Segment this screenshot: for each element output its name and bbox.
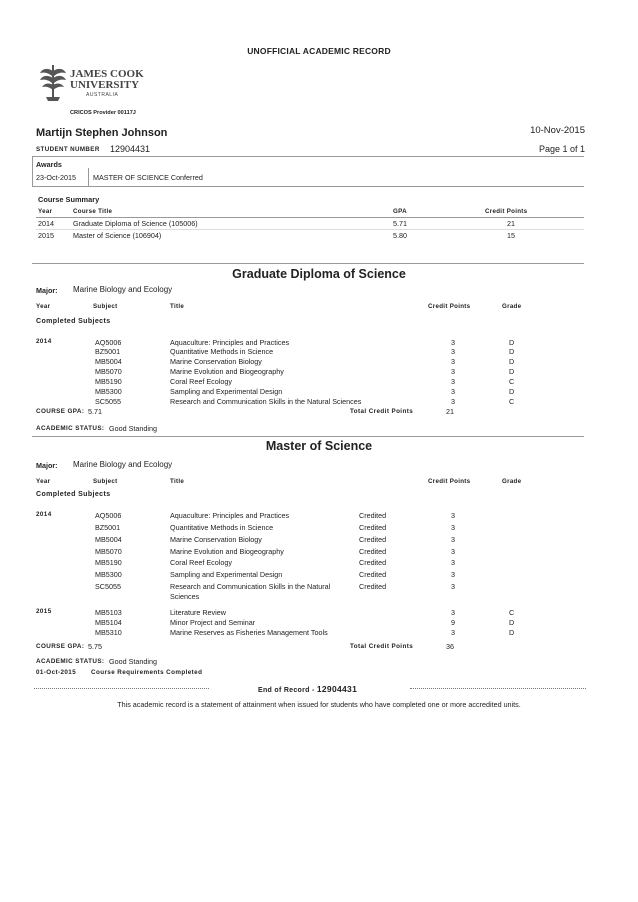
col-credit: Credit Points <box>428 478 471 485</box>
completed-subjects-label: Completed Subjects <box>36 491 111 498</box>
cs-row-title: Graduate Diploma of Science (105006) <box>73 219 198 228</box>
course-gpa-label: COURSE GPA: <box>36 408 85 415</box>
subject-code: MB5070 <box>95 367 122 376</box>
cs-header-gpa: GPA <box>393 208 407 215</box>
gds-total: 21 <box>446 407 454 416</box>
subject-credit: 3 <box>451 523 455 532</box>
cs-row-title: Master of Science (106904) <box>73 231 162 240</box>
subject-code: BZ5001 <box>95 347 121 356</box>
subject-grade: D <box>509 387 515 396</box>
divider <box>32 436 584 437</box>
subject-status: Credited <box>359 582 387 591</box>
gds-gpa: 5.71 <box>88 407 102 416</box>
col-title: Title <box>170 303 185 310</box>
subject-title: Literature Review <box>170 608 226 617</box>
course-summary-label: Course Summary <box>38 195 100 204</box>
end-label: End of Record - <box>258 687 315 694</box>
subject-code: AQ5006 <box>95 338 122 347</box>
end-number: 12904431 <box>316 684 358 694</box>
major-label: Major: <box>36 286 58 295</box>
gds-year: 2014 <box>36 338 52 345</box>
subject-code: MB5004 <box>95 535 122 544</box>
subject-code: MB5103 <box>95 608 122 617</box>
subject-credit: 3 <box>451 397 455 406</box>
gds-title: Graduate Diploma of Science <box>232 267 406 281</box>
col-subject: Subject <box>93 478 118 485</box>
subject-credit: 3 <box>451 387 455 396</box>
cs-row-credit: 15 <box>507 231 515 240</box>
award-text: MASTER OF SCIENCE Conferred <box>93 173 203 182</box>
subject-credit: 3 <box>451 347 455 356</box>
divider <box>36 217 584 218</box>
subject-grade: D <box>509 357 515 366</box>
ms-total: 36 <box>446 642 454 651</box>
subject-code: MB5004 <box>95 357 122 366</box>
subject-status: Credited <box>359 523 387 532</box>
subject-title: Marine Evolution and Biogeography <box>170 367 284 376</box>
crest-icon <box>38 63 68 103</box>
subject-code: MB5190 <box>95 558 122 567</box>
ms-year-2: 2015 <box>36 608 52 615</box>
subject-title: Marine Reserves as Fisheries Management Tools <box>170 628 328 637</box>
cs-header-title: Course Title <box>73 208 113 215</box>
subject-grade: D <box>509 347 515 356</box>
total-cp-label: Total Credit Points <box>350 408 414 415</box>
subject-title: Minor Project and Seminar <box>170 618 256 627</box>
subject-credit: 3 <box>451 628 455 637</box>
subject-code: MB5310 <box>95 628 122 637</box>
student-name: Martijn Stephen Johnson <box>36 127 168 139</box>
subject-title: Marine Evolution and Biogeography <box>170 547 284 556</box>
ms-title: Master of Science <box>265 439 373 453</box>
col-title: Title <box>170 478 185 485</box>
subject-credit: 9 <box>451 618 455 627</box>
page-indicator: Page 1 of 1 <box>538 144 585 154</box>
end-of-record <box>258 684 357 694</box>
subject-status: Credited <box>359 535 387 544</box>
cs-header-year: Year <box>38 208 53 215</box>
subject-code: MB5190 <box>95 377 122 386</box>
subject-code: SC5055 <box>95 397 121 406</box>
gds-major: Marine Biology and Ecology <box>73 285 173 294</box>
subject-credit: 3 <box>451 570 455 579</box>
subject-grade: C <box>509 377 515 386</box>
cs-row-year: 2015 <box>38 231 54 240</box>
subject-code: MB5070 <box>95 547 122 556</box>
subject-title: Aquaculture: Principles and Practices <box>170 338 290 347</box>
subject-credit: 3 <box>451 547 455 556</box>
subject-title: Quantitative Methods in Science <box>170 347 274 356</box>
subject-credit: 3 <box>451 377 455 386</box>
subject-code: MB5300 <box>95 387 122 396</box>
ms-year-1: 2014 <box>36 511 52 518</box>
academic-status-label: ACADEMIC STATUS: <box>36 658 105 665</box>
footer-statement: This academic record is a statement of attainment when issued for students who have completed one or more accredited units. <box>117 700 521 709</box>
subject-grade: C <box>509 608 515 617</box>
issue-date: 10-Nov-2015 <box>530 125 585 136</box>
subject-title: Marine Conservation Biology <box>170 535 262 544</box>
subject-credit: 3 <box>451 357 455 366</box>
ms-status: Good Standing <box>109 657 157 666</box>
subject-credit: 3 <box>451 338 455 347</box>
col-year: Year <box>36 303 51 310</box>
subject-status: Credited <box>359 558 387 567</box>
logo-line-2: UNIVERSITY <box>70 79 140 91</box>
subject-title: Sampling and Experimental Design <box>170 570 283 579</box>
major-label: Major: <box>36 461 58 470</box>
logo-line-3: AUSTRALIA <box>86 92 119 98</box>
academic-status-label: ACADEMIC STATUS: <box>36 425 105 432</box>
subject-status: Credited <box>359 511 387 520</box>
subject-code: SC5055 <box>95 582 121 591</box>
total-cp-label: Total Credit Points <box>350 643 414 650</box>
course-gpa-label: COURSE GPA: <box>36 643 85 650</box>
cs-row-credit: 21 <box>507 219 515 228</box>
ms-gpa: 5.75 <box>88 642 102 651</box>
student-number: 12904431 <box>110 144 151 154</box>
subject-title: Sampling and Experimental Design <box>170 387 283 396</box>
col-grade: Grade <box>502 303 522 310</box>
cs-row-gpa: 5.71 <box>393 219 407 228</box>
requirements-text: Course Requirements Completed <box>91 669 203 676</box>
subject-credit: 3 <box>451 511 455 520</box>
gds-status: Good Standing <box>109 424 157 433</box>
subject-grade: D <box>509 618 515 627</box>
subject-title: Research and Communication Skills in the Natural Sciences <box>170 397 362 406</box>
subject-credit: 3 <box>451 608 455 617</box>
subject-grade: D <box>509 628 515 637</box>
completed-subjects-label: Completed Subjects <box>36 318 111 325</box>
subject-title: Aquaculture: Principles and Practices <box>170 511 290 520</box>
subject-credit: 3 <box>451 558 455 567</box>
subject-title: Coral Reef Ecology <box>170 558 232 567</box>
cs-row-gpa: 5.80 <box>393 231 407 240</box>
col-credit: Credit Points <box>428 303 471 310</box>
cs-header-credit: Credit Points <box>485 208 528 215</box>
subject-grade: D <box>509 367 515 376</box>
subject-credit: 3 <box>451 582 455 591</box>
student-number-label: STUDENT NUMBER <box>36 146 100 153</box>
subject-title: Quantitative Methods in Science <box>170 523 274 532</box>
subject-code: BZ5001 <box>95 523 121 532</box>
dotted-rule <box>34 688 209 689</box>
divider <box>88 168 89 186</box>
subject-title: Coral Reef Ecology <box>170 377 232 386</box>
divider <box>32 156 584 157</box>
subject-title: Marine Conservation Biology <box>170 357 262 366</box>
logo-line-1: JAMES COOK <box>70 68 144 80</box>
subject-status: Credited <box>359 547 387 556</box>
subject-credit: 3 <box>451 535 455 544</box>
awards-label: Awards <box>36 160 62 169</box>
requirements-date: 01-Oct-2015 <box>36 669 77 676</box>
award-date: 23-Oct-2015 <box>36 173 76 182</box>
subject-title: Research and Communication Skills in the Natural <box>170 582 331 591</box>
subject-code: MB5300 <box>95 570 122 579</box>
subject-grade: C <box>509 397 515 406</box>
subject-status: Credited <box>359 570 387 579</box>
col-subject: Subject <box>93 303 118 310</box>
cs-row-year: 2014 <box>38 219 54 228</box>
subject-code: AQ5006 <box>95 511 122 520</box>
subject-code: MB5104 <box>95 618 122 627</box>
col-year: Year <box>36 478 51 485</box>
document-title: UNOFFICIAL ACADEMIC RECORD <box>247 46 391 56</box>
divider <box>32 186 584 187</box>
university-logo <box>38 63 148 105</box>
subject-grade: D <box>509 338 515 347</box>
divider <box>32 263 584 264</box>
col-grade: Grade <box>502 478 522 485</box>
divider <box>36 229 584 230</box>
subject-credit: 3 <box>451 367 455 376</box>
dotted-rule <box>410 688 586 689</box>
ms-major: Marine Biology and Ecology <box>73 460 173 469</box>
subject-title-continued: Sciences <box>170 592 200 601</box>
cricos-provider: CRICOS Provider 00117J <box>70 110 136 116</box>
divider <box>32 156 33 186</box>
